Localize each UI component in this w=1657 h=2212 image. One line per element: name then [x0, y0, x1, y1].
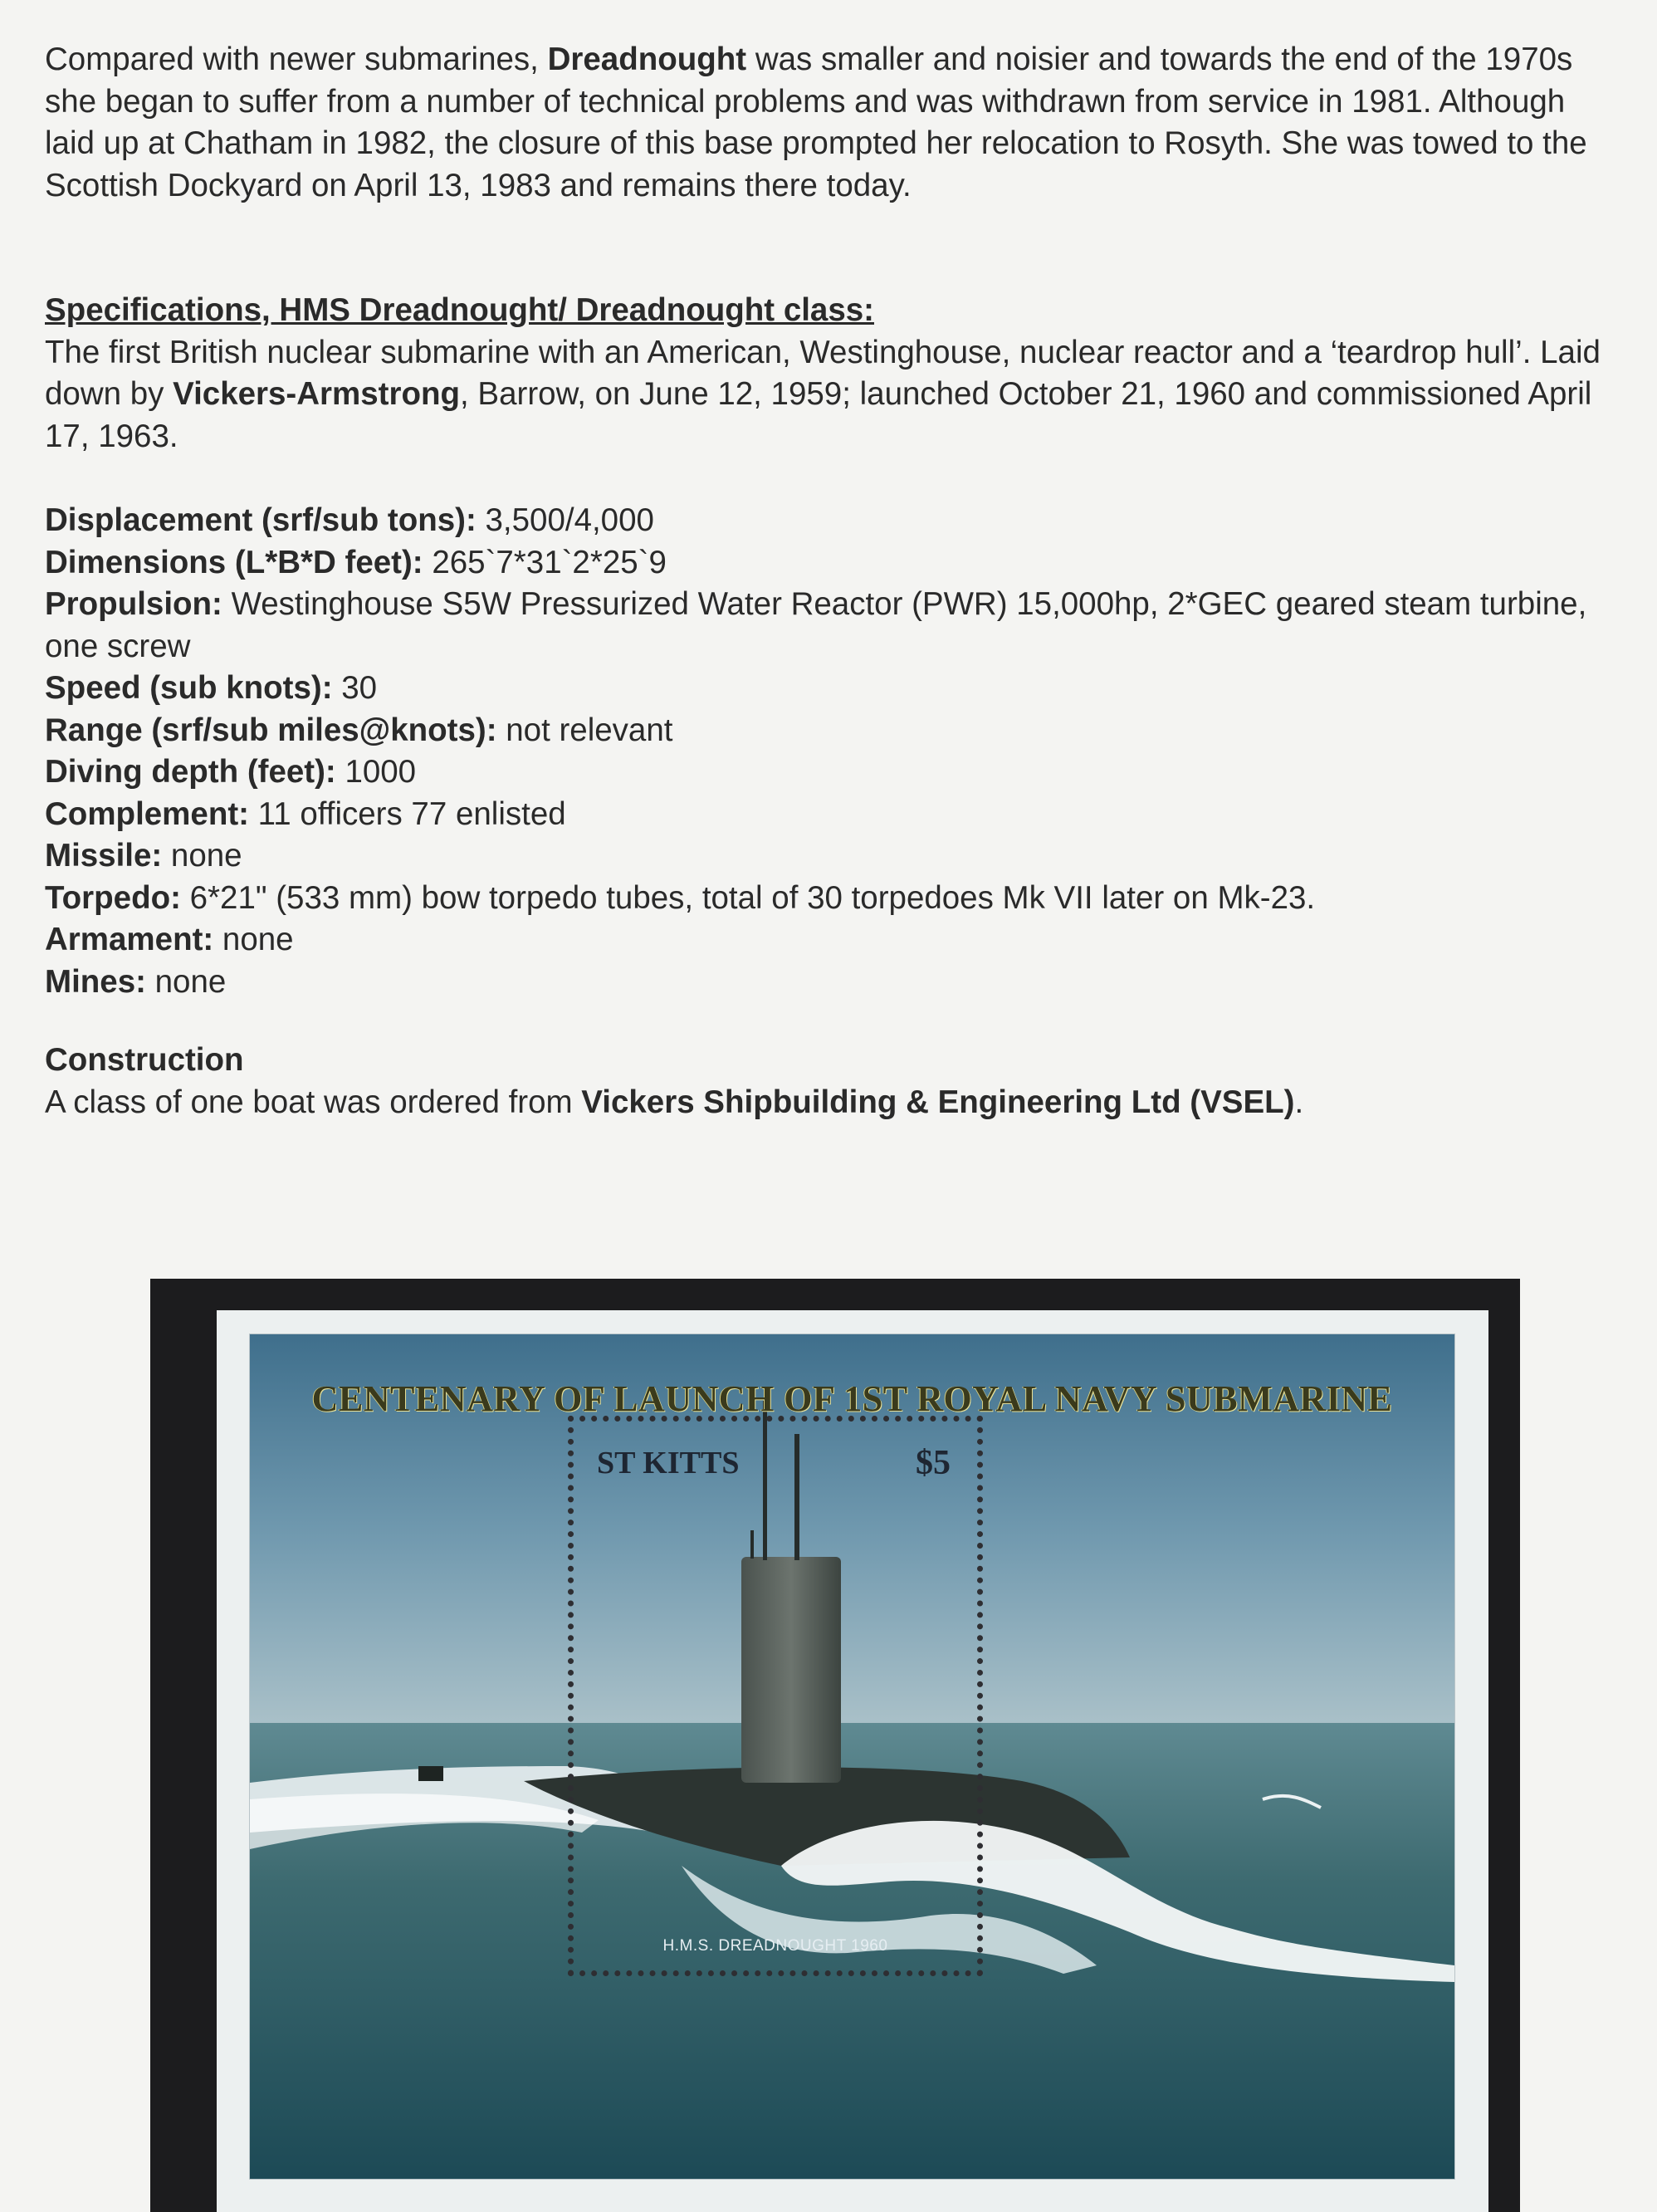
fact-row [45, 500, 1622, 542]
fact-value: 3,500/4,000 [476, 502, 654, 538]
intro-paragraph [45, 39, 1622, 207]
fact-row [45, 919, 1622, 962]
fact-row [45, 794, 1622, 836]
construction-text: A class of one boat was ordered from [45, 1084, 582, 1120]
fact-row [45, 878, 1622, 920]
fact-label: Displacement (srf/sub tons): [45, 502, 477, 538]
sheet-title: CENTENARY OF LAUNCH OF 1ST ROYAL NAVY SUBMARINE [311, 1378, 1393, 1419]
submarine-artwork [249, 1334, 1455, 2180]
fact-label: Mines: [45, 963, 146, 1000]
intro-text: Compared with newer submarines, [45, 42, 548, 77]
construction-section [45, 1040, 1622, 1123]
fact-row [45, 668, 1622, 710]
intro-ship-name: Dreadnought [547, 42, 747, 77]
specifications-heading: Specifications, HMS Dreadnought/ Dreadnought class: [45, 292, 874, 328]
fact-value: 30 [332, 670, 378, 706]
fact-value: not relevant [496, 712, 673, 748]
fact-label: Dimensions (L*B*D feet): [45, 544, 423, 580]
specifications-text: The first British nuclear submarine with an American, Westinghouse, nuclear reactor and a ‘teardrop hull’. Laid down by [45, 334, 1601, 412]
stamp-perforation [568, 1416, 983, 1976]
fact-label: Propulsion: [45, 586, 222, 622]
fact-row [45, 710, 1622, 752]
fact-label: Speed (sub knots): [45, 670, 333, 706]
souvenir-sheet [217, 1310, 1488, 2212]
construction-text-rest: . [1294, 1084, 1304, 1120]
fact-value: Westinghouse S5W Pressurized Water Reactor (PWR) 15,000hp, 2*GEC geared steam turbine, one screw [45, 586, 1587, 664]
marker-buoy [418, 1766, 443, 1781]
fact-label: Armament: [45, 922, 214, 957]
fact-value: none [162, 838, 242, 874]
fact-label: Torpedo: [45, 879, 181, 916]
stamp-value: $5 [916, 1444, 951, 1482]
fact-row [45, 751, 1622, 794]
fact-value: 265`7*31`2*25`9 [423, 544, 667, 580]
fact-value: 6*21" (533 mm) bow torpedo tubes, total of 30 torpedoes Mk VII later on Mk-23. [180, 879, 1316, 916]
construction-builder: Vickers Shipbuilding & Engineering Ltd (VSEL) [581, 1084, 1295, 1120]
specifications-builder: Vickers-Armstrong [173, 376, 461, 412]
fact-row [45, 542, 1622, 585]
fact-value: 1000 [335, 754, 417, 790]
fact-label: Diving depth (feet): [45, 754, 336, 790]
fact-row [45, 584, 1622, 668]
fact-value: none [213, 922, 294, 957]
construction-heading: Construction [45, 1042, 244, 1078]
fact-row [45, 962, 1622, 1004]
specifications-section [45, 290, 1622, 458]
fact-value: 11 officers 77 enlisted [248, 795, 566, 832]
fact-label: Complement: [45, 795, 249, 832]
intro-text-rest: was smaller and noisier and towards the end of the 1970s she began to suffer from a number of technical problems and was withdrawn from service in 1981. Although laid up at Chatham in 1982, the closure of this base prompted her relocation to Rosyth. She was towed to the Scottish Dockyard on April 13, 1983 and remains there today. [45, 42, 1587, 203]
fact-row [45, 835, 1622, 878]
fact-label: Range (srf/sub miles@knots): [45, 712, 497, 748]
fact-value: none [145, 963, 227, 1000]
stamp-caption: H.M.S. DREADNOUGHT 1960 [662, 1937, 888, 1955]
fact-label: Missile: [45, 838, 163, 874]
stamp-country: ST KITTS [597, 1446, 740, 1480]
specifications-text-rest: , Barrow, on June 12, 1959; launched October 21, 1960 and commissioned April 17, 1963. [45, 376, 1592, 454]
stamp-mount [150, 1279, 1520, 2212]
facts-list [45, 500, 1622, 1003]
